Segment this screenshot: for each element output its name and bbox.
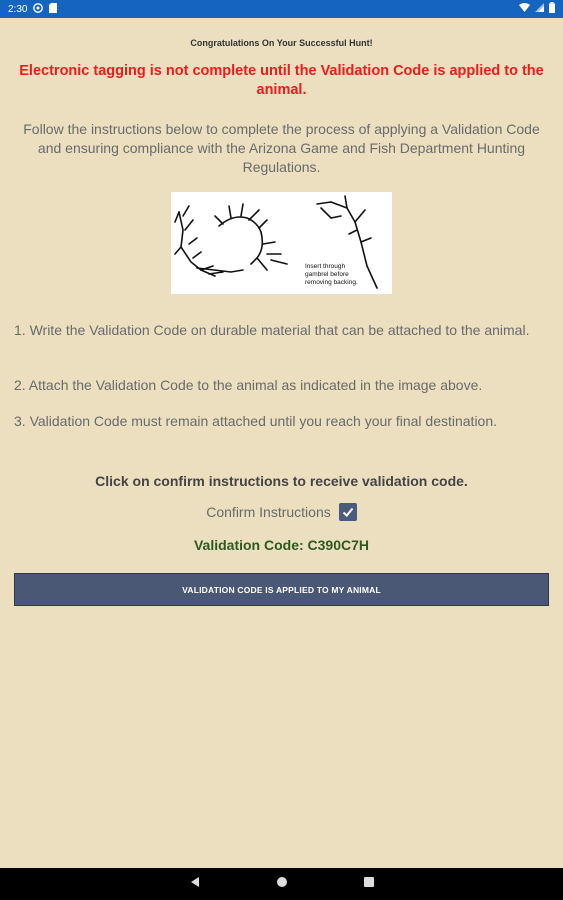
status-bar xyxy=(0,0,563,18)
antler-tag-illustration xyxy=(171,192,392,294)
congrats-text: Congratulations On Your Successful Hunt! xyxy=(190,38,373,48)
validation-code: Validation Code: C390C7H xyxy=(193,537,370,553)
wifi-icon xyxy=(519,3,530,15)
instruction-step-3: 3. Validation Code must remain attached until you reach your final destination. xyxy=(14,413,498,429)
signal-icon xyxy=(535,3,544,15)
confirm-prompt: Click on confirm instructions to receive validation code. xyxy=(95,473,468,489)
settings-status-icon xyxy=(33,3,43,16)
confirm-instructions-row[interactable] xyxy=(0,503,563,521)
checkmark-icon xyxy=(341,505,355,519)
confirm-instructions-checkbox[interactable] xyxy=(339,503,357,521)
image-caption-line2: gambrel before xyxy=(305,271,349,278)
battery-icon xyxy=(549,2,555,16)
instructions-text: Follow the instructions below to complete the process of applying a Validation Code and ensuring compliance with the Arizona Game and Fish Department Hunting Regulations. xyxy=(23,121,540,175)
code-applied-button[interactable]: VALIDATION CODE IS APPLIED TO MY ANIMAL xyxy=(14,573,549,606)
navigation-bar xyxy=(0,868,563,900)
back-icon[interactable] xyxy=(189,875,201,893)
home-icon[interactable] xyxy=(276,875,288,893)
instruction-step-1: 1. Write the Validation Code on durable material that can be attached to the animal. xyxy=(14,322,530,338)
confirm-instructions-label: Confirm Instructions xyxy=(206,504,331,520)
image-caption-line3: removing backing. xyxy=(305,279,358,286)
sd-card-icon xyxy=(49,3,57,16)
image-caption-line1: Insert through xyxy=(305,263,346,270)
instruction-step-2: 2. Attach the Validation Code to the animal as indicated in the image above. xyxy=(14,377,483,393)
status-time: 2:30 xyxy=(8,3,28,15)
recents-icon[interactable] xyxy=(363,875,375,893)
tagging-warning: Electronic tagging is not complete until the Validation Code is applied to the animal. xyxy=(19,63,544,98)
